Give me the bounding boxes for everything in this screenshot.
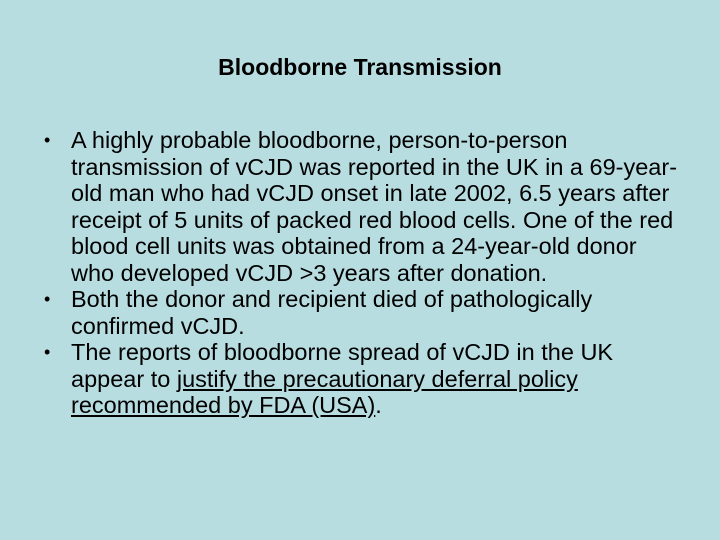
slide-title: Bloodborne Transmission <box>218 54 502 80</box>
fda-policy-link[interactable]: justify the precautionary deferral policy recommended by FDA (USA) <box>71 365 578 418</box>
bullet-text-after-link: . <box>375 392 382 418</box>
bullet-list <box>44 127 684 419</box>
bullet-text <box>71 339 613 418</box>
bullet-item-3 <box>44 339 684 419</box>
bullet-text: A highly probable bloodborne, person-to-person transmission of vCJD was reported in the UK in a 69-year-old man who had vCJD onset in late 2002, 6.5 years after receipt of 5 units of packed red blood cells. One of the red blood cell units was obtained from a 24-year-old donor who developed vCJD >3 years after donation. <box>71 127 678 286</box>
bullet-item-1 <box>44 127 684 286</box>
bullet-text-before-link: The reports of bloodborne spread of vCJD in the UK appear to <box>71 339 614 392</box>
bullet-dot-icon: • <box>44 289 51 309</box>
bullet-dot-icon: • <box>44 342 51 362</box>
bullet-dot-icon: • <box>44 130 51 150</box>
bullet-text: Both the donor and recipient died of pathologically confirmed vCJD. <box>71 286 593 339</box>
bullet-item-2 <box>44 286 684 339</box>
